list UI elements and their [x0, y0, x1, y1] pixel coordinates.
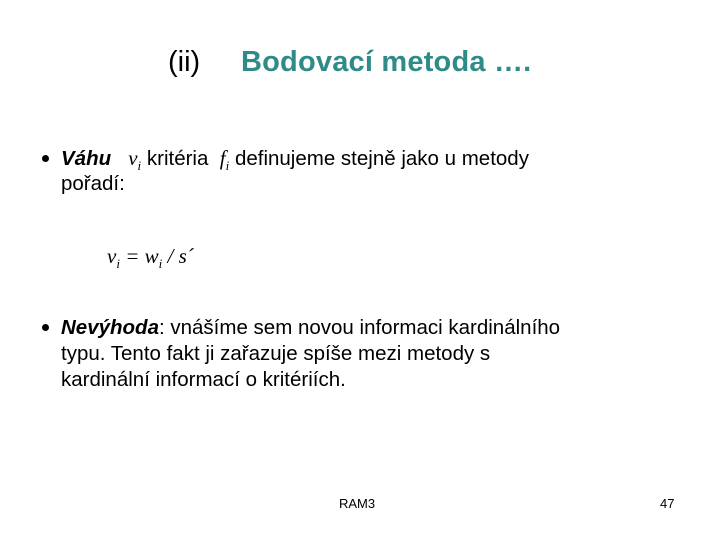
bullet-dot-2	[42, 324, 49, 331]
formula-lhs-subscript: i	[116, 256, 120, 271]
formula	[107, 243, 194, 277]
bullet-2-line-3: kardinální informací o kritériích.	[61, 368, 346, 391]
bullet-2-line-1-rest: : vnášíme sem novou informaci kardinálního	[158, 316, 561, 339]
var-f-subscript: i	[225, 158, 230, 173]
bullet-1-line-2: pořadí:	[61, 172, 125, 195]
formula-eq: = w	[119, 244, 159, 268]
page-number: 47	[660, 496, 675, 511]
var-v-subscript: i	[137, 158, 142, 173]
formula-lhs: v	[107, 244, 117, 268]
slide-title: Bodovací metoda ….	[241, 46, 532, 78]
bullet-2-line-1	[61, 315, 560, 340]
title-number: (ii)	[168, 46, 201, 78]
formula-rest: / s´	[162, 244, 194, 268]
bullet-2-lead: Nevýhoda	[61, 316, 159, 339]
bullet-dot-1	[42, 155, 49, 162]
var-v: v	[128, 146, 138, 170]
footer-label: RAM3	[339, 496, 376, 511]
formula-rhs-subscript: i	[158, 256, 163, 271]
bullet-1-lead: Váhu	[61, 147, 112, 170]
var-f: f	[219, 146, 226, 170]
bullet-2-line-2: typu. Tento fakt ji zařazuje spíše mezi metody s	[61, 342, 491, 365]
bullet-1-text-2: definujeme stejně jako u metody	[229, 147, 529, 170]
bullet-1-text-1: kritéria	[141, 147, 215, 170]
bullet-1-line-1	[61, 146, 529, 178]
